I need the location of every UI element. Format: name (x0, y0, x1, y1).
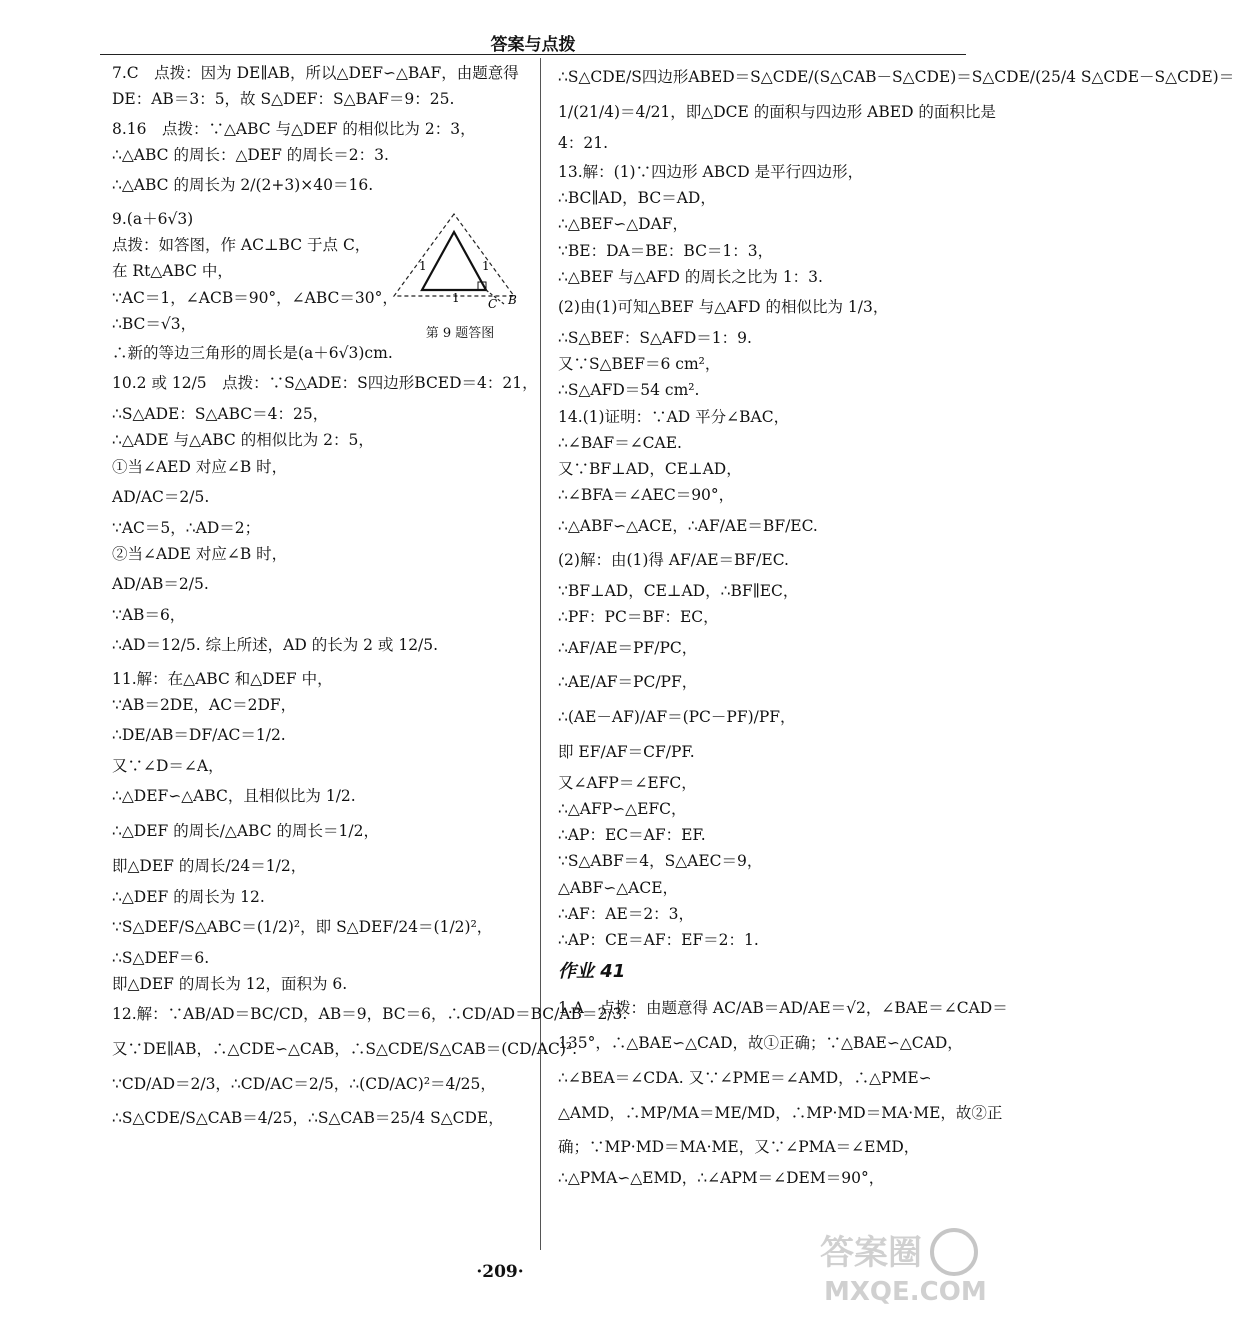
text-line: 8.16 点拨：∵△ABC 与△DEF 的相似比为 2：3， (112, 119, 476, 138)
text-line: ∴△ADE 与△ABC 的相似比为 2：5， (112, 431, 374, 450)
text-line: ∵AC＝1，∠ACB＝90°，∠ABC＝30°， (112, 288, 398, 307)
text-line: ∴S△BEF：S△AFD＝1：9. (558, 328, 752, 347)
label-b: B (508, 293, 517, 307)
text-line: ∴△BEF∽△DAF， (558, 215, 689, 234)
text-line: 11.解：在△ABC 和△DEF 中， (112, 669, 333, 688)
text-line: AD/AB＝2/5. (112, 575, 209, 594)
text-line: 点拨：如答图，作 AC⊥BC 于点 C， (112, 236, 371, 255)
text-line: ∴BC＝√3， (112, 314, 197, 333)
text-line: ∵BE：DA＝BE：BC＝1：3， (558, 241, 774, 260)
text-line: 9.(a＋6√3) (112, 209, 194, 228)
text-line: ∴AD＝12/5. 综上所述，AD 的长为 2 或 12/5. (112, 636, 439, 655)
svg-text:答案圈: 答案圈 (820, 1233, 922, 1273)
text-line: ∵S△ABF＝4，S△AEC＝9， (558, 852, 763, 871)
label-one-bottom: 1 (452, 291, 460, 305)
text-line: ∵S△DEF/S△ABC＝(1/2)²，即 S△DEF/24＝(1/2)²， (112, 917, 493, 936)
text-line: 又∵∠D＝∠A， (112, 757, 224, 776)
text-line: 135°，∴△BAE∽△CAD，故①正确；∵△BAE∽△CAD， (558, 1034, 963, 1053)
text-line: ∴PF：PC＝BF：EC， (558, 608, 719, 627)
text-line: 即△DEF 的周长/24＝1/2， (112, 856, 307, 875)
text-line: ∴△PMA∽△EMD，∴∠APM＝∠DEM＝90°， (558, 1169, 885, 1188)
text-line: 又∵BF⊥AD，CE⊥AD， (558, 460, 742, 479)
text-line: 在 Rt△ABC 中， (112, 262, 233, 281)
text-line: (2)解：由(1)得 AF/AE＝BF/EC. (558, 551, 789, 570)
text-line: 又∠AFP＝∠EFC， (558, 773, 697, 792)
section-heading: 作业 41 (558, 961, 626, 983)
text-line: ∴(AE－AF)/AF＝(PC－PF)/PF， (558, 708, 796, 727)
text-line: ∴AF：AE＝2：3， (558, 904, 695, 923)
text-line: 7.C 点拨：因为 DE∥AB，所以△DEF∽△BAF，由题意得 (112, 64, 519, 82)
text-line: 14.(1)证明：∵AD 平分∠BAC， (558, 407, 790, 426)
text-line: ∴△DEF 的周长为 12. (112, 887, 265, 906)
text-line: ∴△DEF 的周长/△ABC 的周长＝1/2， (112, 822, 379, 841)
text-line: ∴AF/AE＝PF/PC， (558, 638, 698, 657)
text-line: ∴∠BEA＝∠CDA. 又∵∠PME＝∠AMD，∴△PME∽ (558, 1068, 932, 1087)
text-line: ∴△ABC 的周长为 2/(2+3)×40＝16. (112, 176, 374, 194)
label-c: C (488, 297, 498, 311)
text-line: ∵CD/AD＝2/3，∴CD/AC＝2/5，∴(CD/AC)²＝4/25， (112, 1074, 496, 1093)
text-line: ∴BC∥AD，BC＝AD， (558, 189, 716, 208)
text-line: ∴△DEF∽△ABC，且相似比为 1/2. (112, 787, 356, 806)
label-one-right: 1 (482, 259, 490, 273)
text-line: ②当∠ADE 对应∠B 时， (112, 544, 288, 563)
text-line: ∵AB＝6， (112, 605, 186, 624)
text-line: ①当∠AED 对应∠B 时， (112, 457, 288, 476)
text-line: 又∵DE∥AB，∴△CDE∽△CAB，∴S△CDE/S△CAB＝(CD/AC)². (112, 1039, 578, 1058)
text-line: △AMD，∴MP/MA＝ME/MD，∴MP·MD＝MA·ME，故②正 (558, 1103, 1003, 1122)
text-line: 又∵S△BEF＝6 cm²， (558, 355, 721, 374)
text-line: 确；∵MP·MD＝MA·ME，又∵∠PMA＝∠EMD， (558, 1138, 920, 1157)
text-line: ∴△ABF∽△ACE，∴AF/AE＝BF/EC. (558, 516, 818, 535)
text-line: 12.解：∵AB/AD＝BC/CD，AB＝9，BC＝6，∴CD/AD＝BC/AB＝2/3. (112, 1005, 628, 1024)
text-line: 即△DEF 的周长为 12，面积为 6. (112, 974, 348, 993)
text-line: ∵BF⊥AD，CE⊥AD，∴BF∥EC， (558, 582, 799, 601)
text-line: ∴△ABC 的周长：△DEF 的周长＝2：3. (112, 145, 389, 164)
text-line: 1.A 点拨：由题意得 AC/AB＝AD/AE＝√2，∠BAE＝∠CAD＝ (558, 999, 1008, 1018)
text-line: 10.2 或 12/5 点拨：∵S△ADE：S四边形BCED＝4：21， (112, 374, 538, 393)
svg-text:MXQE.COM: MXQE.COM (824, 1277, 987, 1307)
page-header-title: 答案与点拨 (490, 35, 576, 55)
watermark-logo (814, 1224, 987, 1310)
text-line: ∵AC＝5，∴AD＝2； (112, 518, 261, 537)
right-column (558, 62, 1234, 1193)
text-line: 4：21. (558, 133, 609, 152)
label-one-left: 1 (419, 259, 427, 273)
text-line: ∴∠BFA＝∠AEC＝90°， (558, 486, 735, 505)
problem-9-figure (392, 210, 522, 340)
text-line: 13.解：(1)∵四边形 ABCD 是平行四边形， (558, 162, 864, 181)
text-line: 1/(21/4)＝4/21，即△DCE 的面积与四边形 ABED 的面积比是 (558, 102, 996, 121)
text-line: ∴S△CDE/S四边形ABED＝S△CDE/(S△CAB－S△CDE)＝S△CDE/(25/4 S△CDE－S△CDE)＝ (558, 68, 1234, 86)
page-number: ·209· (476, 1262, 524, 1282)
text-line: △ABF∽△ACE， (558, 878, 679, 897)
text-line: ∴S△DEF＝6. (112, 948, 210, 967)
text-line: ∴AE/AF＝PC/PF， (558, 673, 698, 692)
figure-caption: 第 9 题答图 (425, 326, 495, 341)
text-line: ∴DE/AB＝DF/AC＝1/2. (112, 726, 286, 745)
text-line: ∴AP：CE＝AF：EF＝2：1. (558, 931, 759, 950)
text-line: ∴∠BAF＝∠CAE. (558, 433, 682, 452)
text-line: ∴S△CDE/S△CAB＝4/25，∴S△CAB＝25/4 S△CDE， (112, 1109, 504, 1128)
text-line: ∴△AFP∽△EFC， (558, 799, 687, 818)
text-line: (2)由(1)可知△BEF 与△AFD 的相似比为 1/3， (558, 298, 889, 317)
text-line: ∴△BEF 与△AFD 的周长之比为 1：3. (558, 267, 823, 286)
column-divider (540, 58, 541, 1250)
text-line: ∴新的等边三角形的周长是(a＋6√3)cm. (112, 344, 393, 363)
header-rule (100, 54, 966, 55)
text-line: ∴AP：EC＝AF：EF. (558, 826, 706, 845)
text-line: ∴S△ADE：S△ABC＝4：25， (112, 405, 329, 424)
text-line: DE：AB＝3：5，故 S△DEF：S△BAF＝9：25. (112, 90, 455, 109)
text-line: ∴S△AFD＝54 cm². (558, 381, 700, 400)
text-line: AD/AC＝2/5. (112, 487, 210, 506)
text-line: 即 EF/AF＝CF/PF. (558, 742, 695, 761)
text-line: ∵AB＝2DE，AC＝2DF， (112, 696, 297, 715)
